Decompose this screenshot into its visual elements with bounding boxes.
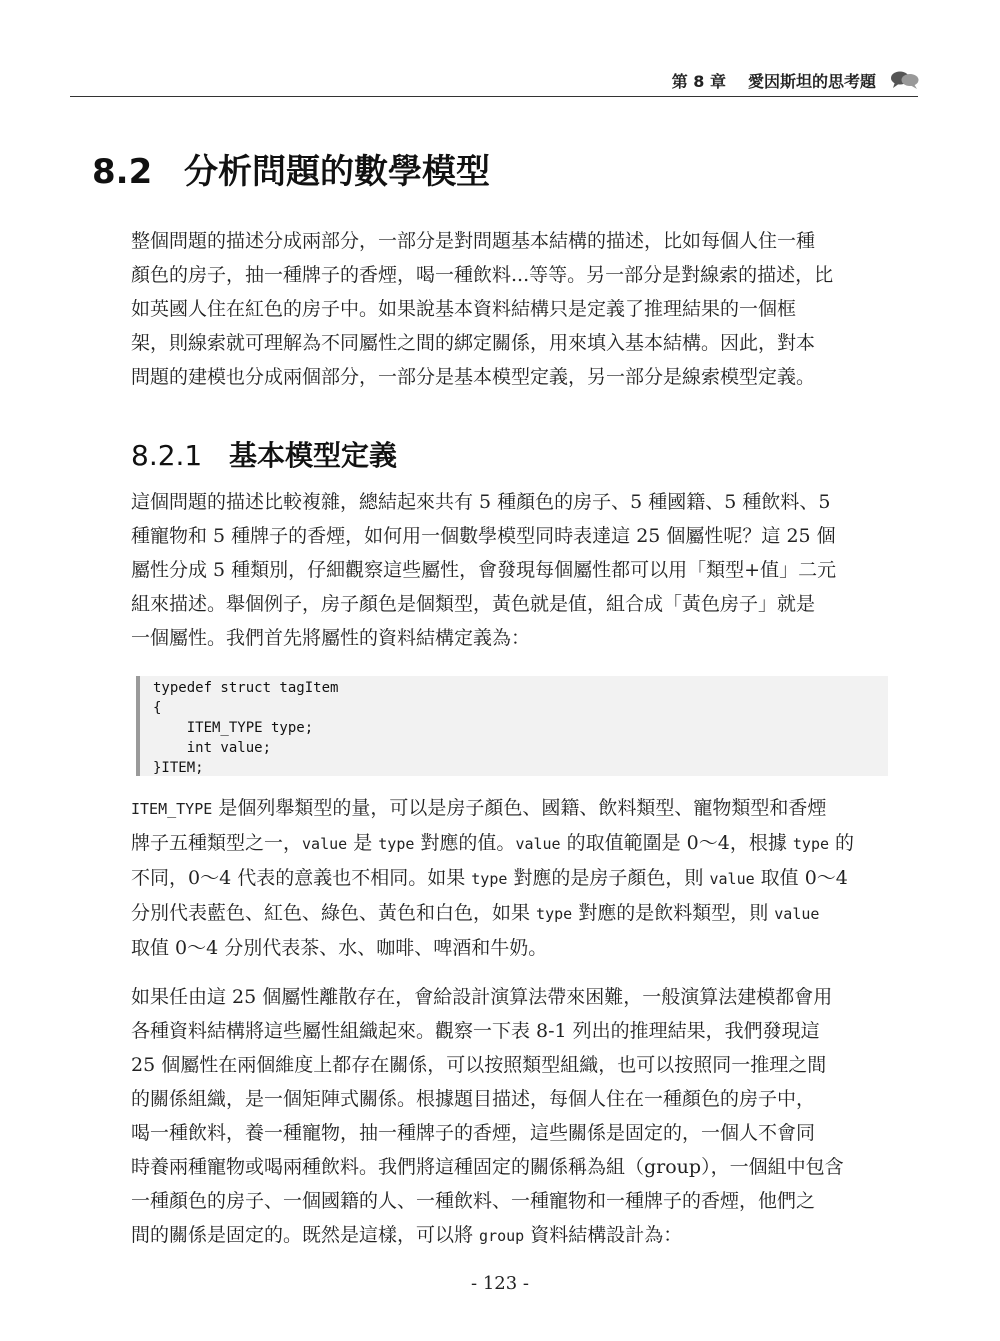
- text-span: 對應的值。: [414, 832, 516, 854]
- text-line: 喝一種飲料，養一種寵物，抽一種牌子的香煙，這些關係是固定的，一個人不會同: [131, 1122, 816, 1144]
- text-line: 這個問題的描述比較複雜，總結起來共有 5 種顏色的房子、5 種國籍、5 種飲料、5: [131, 491, 831, 513]
- inline-code: type: [792, 835, 830, 853]
- running-header: [672, 66, 920, 94]
- inline-code: value: [515, 835, 561, 853]
- inline-code: group: [479, 1227, 525, 1245]
- inline-code: value: [774, 905, 820, 923]
- page-number: - 123 -: [471, 1273, 529, 1294]
- paragraph-intro: [131, 224, 886, 394]
- text-span: 不同，0～4 代表的意義也不相同。如果: [131, 867, 472, 889]
- text-line: 25 個屬性在兩個維度上都存在關係，可以按照類型組織，也可以按照同一推理之間: [131, 1054, 827, 1076]
- code-line: int value;: [153, 740, 272, 756]
- text-span: 對應的是飲料類型，則: [572, 902, 775, 924]
- text-span: 分別代表藍色、紅色、綠色、黃色和白色，如果: [131, 902, 537, 924]
- code-block: [136, 676, 888, 776]
- chapter-label: 第 8 章: [671, 71, 726, 91]
- text-line: 一種顏色的房子、一個國籍的人、一種飲料、一種寵物和一種牌子的香煙，他們之: [131, 1190, 816, 1212]
- text-line: 取值 0～4 分別代表茶、水、咖啡、啤酒和牛奶。: [131, 937, 548, 959]
- text-line: 時養兩種寵物或喝兩種飲料。我們將這種固定的關係稱為組（group），一個組中包含: [131, 1156, 844, 1178]
- text-line: 種寵物和 5 種牌子的香煙，如何用一個數學模型同時表達這 25 個屬性呢？這 25 個: [131, 525, 836, 547]
- text-line: 問題的建模也分成兩個部分，一部分是基本模型定義，另一部分是線索模型定義。: [131, 366, 816, 388]
- section-title: [92, 144, 490, 193]
- inline-code: type: [536, 905, 573, 923]
- text-span: 間的關係是固定的。既然是這樣，可以將: [131, 1224, 480, 1246]
- paragraph-group: [131, 980, 886, 1253]
- text-line: 的關係組織，是一個矩陣式關係。根據題目描述，每個人住在一種顏色的房子中，: [131, 1088, 816, 1110]
- text-line: 組來描述。舉個例子，房子顏色是個類型，黃色就是值，組合成「黃色房子」就是: [131, 593, 816, 615]
- text-line: [131, 791, 886, 826]
- inline-code: value: [302, 835, 348, 853]
- text-line: 各種資料結構將這些屬性組織起來。觀察一下表 8-1 列出的推理結果，我們發現這: [131, 1020, 820, 1042]
- code-line: typedef struct tagItem: [153, 680, 339, 696]
- paragraph-attributes: [131, 485, 886, 655]
- text-span: 牌子五種類型之一，: [131, 832, 303, 854]
- text-line: 如果任由這 25 個屬性離散存在，會給設計演算法帶來困難，一般演算法建模都會用: [131, 986, 833, 1008]
- text-line: [131, 826, 886, 861]
- text-span: 資料結構設計為：: [524, 1224, 683, 1246]
- text-span: 是個列舉類型的量，可以是房子顏色、國籍、飲料類型、寵物類型和香煙: [212, 797, 827, 819]
- subsection-number: 8.2.1: [131, 439, 203, 472]
- header-rule: [70, 96, 918, 97]
- text-line: 顏色的房子，抽一種牌子的香煙，喝一種飲料...等等。另一部分是對線索的描述，比: [131, 264, 834, 286]
- section-number: 8.2: [92, 152, 153, 192]
- text-line: [131, 896, 886, 931]
- text-line: [131, 861, 886, 896]
- code-line: {: [153, 700, 162, 716]
- text-span: 對應的是房子顏色，則: [507, 867, 710, 889]
- text-span: 的: [829, 832, 855, 854]
- code-line: ITEM_TYPE type;: [153, 720, 314, 736]
- inline-code: ITEM_TYPE: [131, 800, 213, 818]
- inline-code: type: [471, 870, 508, 888]
- speech-bubbles-icon: [890, 69, 920, 91]
- text-line: 如英國人住在紅色的房子中。如果說基本資料結構只是定義了推理結果的一個框: [131, 298, 797, 320]
- paragraph-item-type: [131, 791, 886, 965]
- text-span: 的取值範圍是 0～4，根據: [560, 832, 793, 854]
- text-line: 屬性分成 5 種類別，仔細觀察這些屬性，會發現每個屬性都可以用「類型+值」二元: [131, 559, 837, 581]
- text-line: 整個問題的描述分成兩部分，一部分是對問題基本結構的描述，比如每個人住一種: [131, 230, 816, 252]
- text-span: 是: [347, 832, 379, 854]
- subsection-title: [131, 434, 397, 474]
- section-heading: 分析問題的數學模型: [184, 152, 490, 192]
- text-line: [131, 1218, 886, 1253]
- code-line: }ITEM;: [153, 760, 204, 776]
- inline-code: value: [709, 870, 755, 888]
- text-line: 架，則線索就可理解為不同屬性之間的綁定關係，用來填入基本結構。因此，對本: [131, 332, 816, 354]
- text-span: 取值 0～4: [754, 867, 848, 889]
- text-line: 一個屬性。我們首先將屬性的資料結構定義為：: [131, 627, 531, 649]
- inline-code: type: [378, 835, 415, 853]
- subsection-heading: 基本模型定義: [229, 439, 398, 472]
- chapter-title: 愛因斯坦的思考題: [747, 71, 876, 91]
